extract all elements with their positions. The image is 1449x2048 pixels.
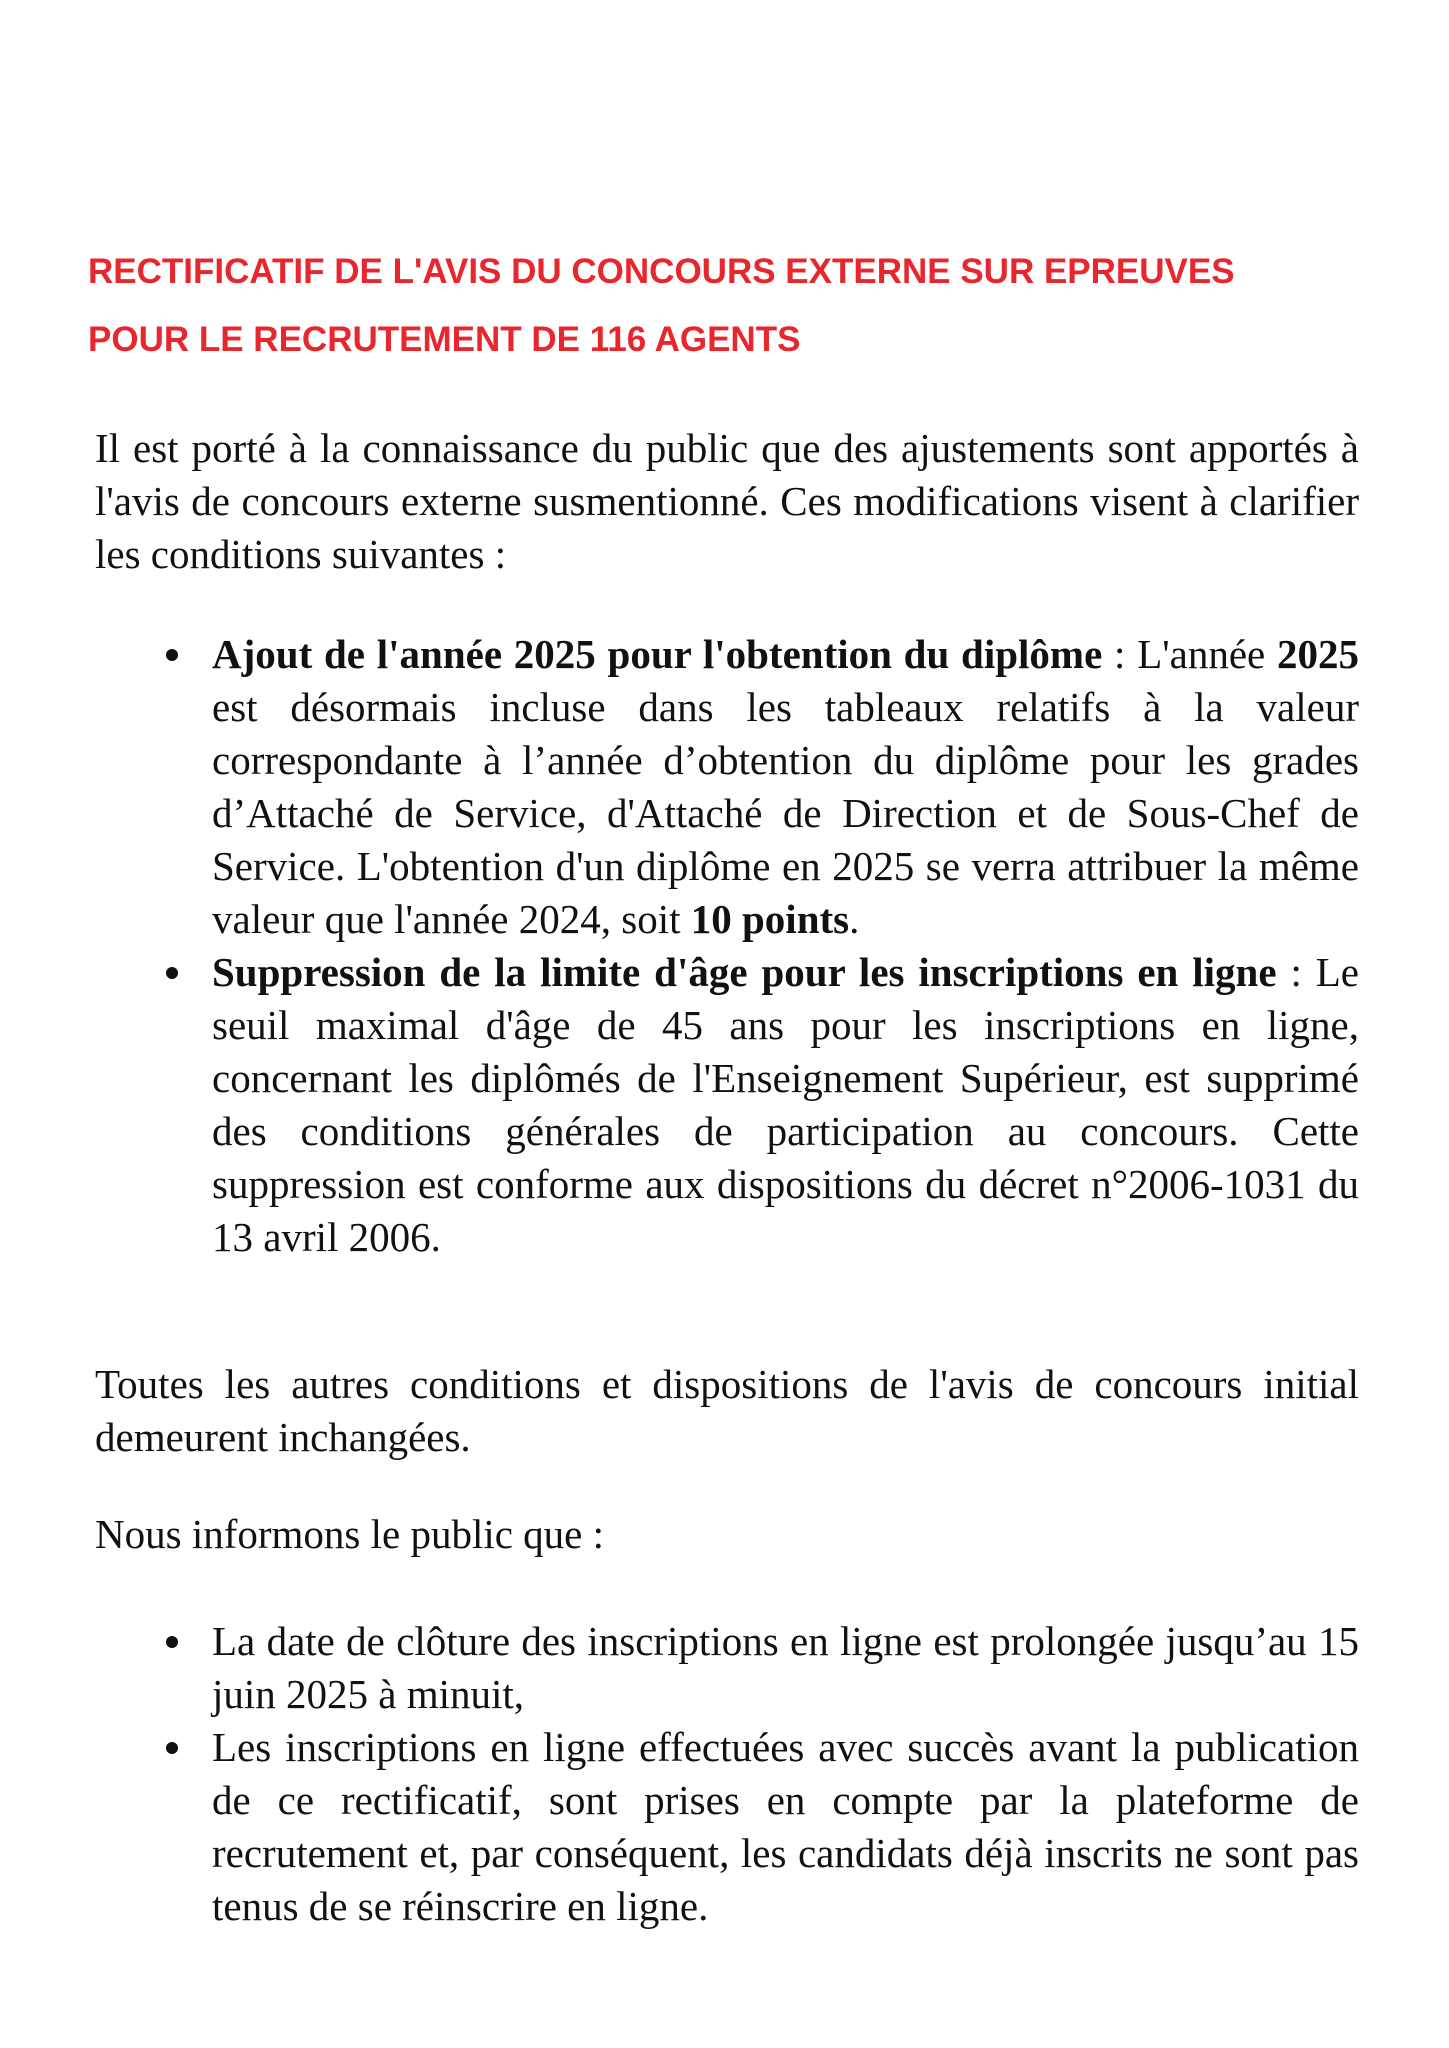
bullet-icon (166, 967, 178, 979)
separator: : (1276, 949, 1316, 995)
list-item (212, 946, 1359, 1264)
change-points: 10 points (690, 896, 850, 942)
inform-text: Les inscriptions en ligne effectuées avec succès avant la publication de ce rectificatif, sont prises en compte par la plateforme de recrutement et, par conséquent, les candidats déjà inscrits ne sont pas tenus de se réinscrire en ligne. (212, 1724, 1359, 1929)
change-heading: Ajout de l'année 2025 pour l'obtention du diplôme (212, 631, 1103, 677)
bullet-icon (166, 1636, 178, 1648)
inform-intro: Nous informons le public que : (95, 1511, 605, 1557)
change-year: 2025 (1276, 631, 1359, 677)
title-line-2: POUR LE RECRUTEMENT DE 116 AGENTS (88, 320, 801, 359)
list-item (212, 628, 1359, 946)
intro-paragraph: Il est porté à la connaissance du public que des ajustements sont apportés à l'avis de concours externe susmentionné. Ces modifications visent à clarifier les conditions suivantes : (95, 425, 1359, 577)
changes-list (212, 628, 1359, 1264)
change-end: . (849, 896, 860, 942)
change-text: Le seuil maximal d'âge de 45 ans pour les inscriptions en ligne, concernant les diplômés de l'Enseignement Supérieur, est supprimé des conditions générales de participation au concours. Cette suppression est conforme aux dispositions du décret n°2006-1031 du 13 avril 2006. (212, 949, 1359, 1260)
bullet-icon (166, 649, 178, 661)
title-line-1: RECTIFICATIF DE L'AVIS DU CONCOURS EXTERNE SUR EPREUVES (88, 252, 1235, 291)
separator: : (1102, 631, 1138, 677)
change-text: L'année (1137, 631, 1277, 677)
list-item (212, 1615, 1359, 1721)
list-item (212, 1721, 1359, 1933)
others-paragraph: Toutes les autres conditions et dispositions de l'avis de concours initial demeurent inchangées. (95, 1361, 1359, 1460)
change-heading: Suppression de la limite d'âge pour les inscriptions en ligne (212, 949, 1277, 995)
change-text: est désormais incluse dans les tableaux relatifs à la valeur correspondante à l’année d’obtention du diplôme pour les grades d’Attaché de Service, d'Attaché de Direction et de Sous-Chef de Service. L'obtention d'un diplôme en 2025 se verra attribuer la même valeur que l'année 2024, soit (212, 684, 1359, 942)
inform-text: La date de clôture des inscriptions en ligne est prolongée jusqu’au 15 juin 2025 à minuit, (212, 1618, 1359, 1717)
bullet-icon (166, 1742, 178, 1754)
inform-list (212, 1615, 1359, 1933)
notice-title (88, 238, 1388, 374)
